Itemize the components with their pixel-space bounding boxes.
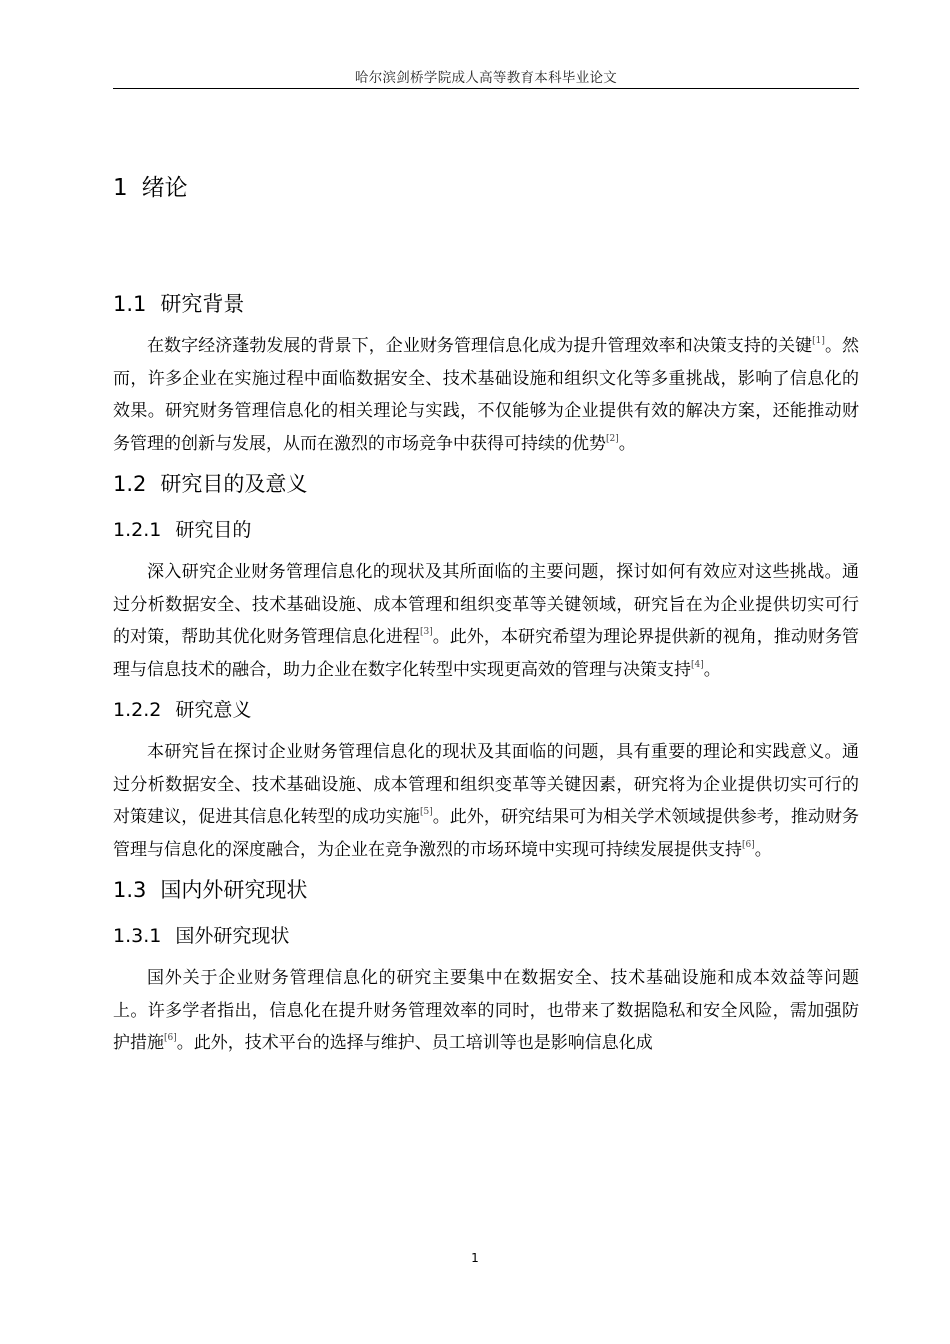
- paragraph-1-3-1: [113, 962, 859, 1060]
- paragraph-text: 。: [703, 659, 721, 680]
- section-heading-1-1: [113, 284, 859, 324]
- citation-ref: [4]: [691, 659, 704, 670]
- citation-ref: [6]: [742, 839, 755, 850]
- section-number: 1.2: [113, 472, 147, 496]
- citation-ref: [2]: [606, 433, 619, 444]
- section-number: 1.3: [113, 878, 147, 902]
- header-rule: [113, 88, 859, 89]
- paragraph-1-2-1: [113, 556, 859, 686]
- paragraph-text: 在数字经济蓬勃发展的背景下，企业财务管理信息化成为提升管理效率和决策支持的关键: [147, 336, 813, 356]
- paragraph-text: 国外关于企业财务管理信息化的研究主要集中在数据安全、技术基础设施和成本效益等问题上。许多学者指出，信息化在提升财务管理效率的同时，也带来了数据隐私和安全风险，需加强防护措施: [113, 968, 859, 1053]
- subsection-title: 研究意义: [175, 699, 252, 721]
- paragraph-text: 。: [618, 433, 636, 454]
- chapter-title: 绪论: [141, 175, 188, 201]
- subsection-heading-1-2-2: [113, 690, 859, 730]
- section-heading-1-3: [113, 870, 859, 910]
- paragraph-text: 深入研究企业财务管理信息化的现状及其所面临的主要问题，探讨如何有效应对这些挑战。通过分析数据安全、技术基础设施、成本管理和组织变革等关键领域，研究旨在为企业提供切实可行的对策，帮助其优化财务管理信息化进程: [113, 562, 859, 647]
- paragraph-text: 。然而，许多企业在实施过程中面临数据安全、技术基础设施和组织文化等多重挑战，影响了信息化的效果。研究财务管理信息化的相关理论与实践，不仅能够为企业提供有效的解决方案，还能推动财务管理的创新与发展，从而在激烈的市场竞争中获得可持续的优势: [113, 336, 860, 454]
- section-number: 1.1: [113, 292, 147, 316]
- subsection-title: 研究目的: [175, 519, 252, 541]
- citation-ref: [6]: [164, 1032, 177, 1043]
- citation-ref: [3]: [419, 626, 433, 637]
- citation-ref: [1]: [812, 335, 825, 346]
- section-heading-1-2: [113, 464, 859, 504]
- paragraph-text: 。此外，技术平台的选择与维护、员工培训等也是影响信息化成: [176, 1033, 653, 1053]
- paragraph-text: 本研究旨在探讨企业财务管理信息化的现状及其面临的问题，具有重要的理论和实践意义。通过分析数据安全、技术基础设施、成本管理和组织变革等关键因素，研究将为企业提供切实可行的对策建议，促进其信息化转型的成功实施: [113, 742, 859, 827]
- paragraph-text: 。此外，研究结果可为相关学术领域提供参考，推动财务管理与信息化的深度融合，为企业在竞争激烈的市场环境中实现可持续发展提供支持: [113, 807, 860, 860]
- section-title: 研究目的及意义: [160, 472, 308, 496]
- subsection-heading-1-2-1: [113, 510, 859, 550]
- paragraph-1-1: [113, 330, 859, 460]
- subsection-number: 1.2.1: [113, 519, 162, 541]
- citation-ref: [5]: [419, 806, 433, 817]
- chapter-number: 1: [113, 175, 128, 201]
- subsection-number: 1.3.1: [113, 925, 162, 947]
- section-title: 国内外研究现状: [160, 878, 308, 902]
- page-content: [113, 166, 859, 1060]
- paragraph-1-2-2: [113, 736, 859, 866]
- paragraph-text: 。: [754, 839, 772, 860]
- section-title: 研究背景: [160, 292, 245, 316]
- subsection-title: 国外研究现状: [175, 925, 290, 947]
- running-header: 哈尔滨剑桥学院成人高等教育本科毕业论文: [354, 70, 618, 86]
- subsection-heading-1-3-1: [113, 916, 859, 956]
- subsection-number: 1.2.2: [113, 699, 162, 721]
- page-number: 1: [471, 1251, 479, 1265]
- paragraph-text: 。此外，本研究希望为理论界提供新的视角，推动财务管理与信息技术的融合，助力企业在数字化转型中实现更高效的管理与决策支持: [113, 627, 860, 680]
- chapter-heading: [113, 166, 859, 210]
